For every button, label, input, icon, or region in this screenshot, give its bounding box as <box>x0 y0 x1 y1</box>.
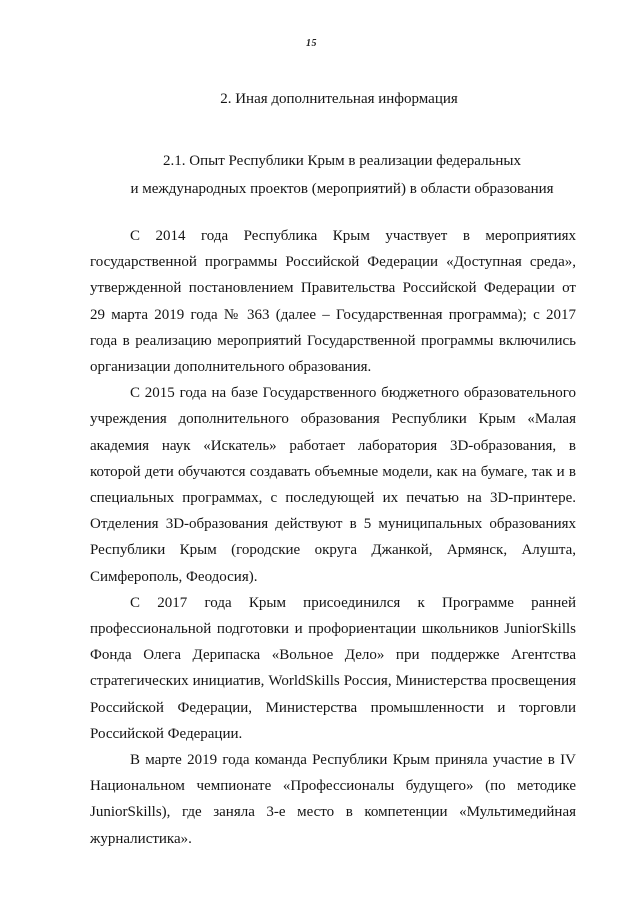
subsection-title <box>0 147 640 203</box>
section-title: 2. Иная дополнительная информация <box>220 91 458 107</box>
paragraph: С 2015 года на базе Государственного бюджетного образовательного учреждения дополнительного образования Республики Крым «Малая академия наук «Искатель» работает лаборатория 3D-образования, в которой дети обучаются создавать объемные модели, как на бумаге, так и в специальных программах, с последующей их печатью на 3D-принтере. Отделения 3D-образования действуют в 5 муниципальных образованиях Республики Крым (городские округа Джанкой, Армянск, Алушта, Симферополь, Феодосия). <box>90 385 576 585</box>
page-number: 15 <box>306 38 317 49</box>
subsection-title-line-2: и международных проектов (мероприятий) в области образования <box>130 181 554 197</box>
paragraph: С 2014 года Республика Крым участвует в мероприятиях государственной программы Российской Федерации «Доступная среда», утвержденной постановлением Правительства Российской Федерации от 29 марта 2019 года № 363 (далее – Государственная программа); с 2017 года в реализацию мероприятий Государственной программы включились организации дополнительного образования. <box>90 228 576 376</box>
subsection-title-line-1: 2.1. Опыт Республики Крым в реализации федеральных <box>163 153 521 169</box>
paragraph: С 2017 года Крым присоединился к Программе ранней профессиональной подготовки и профориентации школьников JuniorSkills Фонда Олега Дерипаска «Вольное Дело» при поддержке Агентства стратегических инициатив, WorldSkills Россия, Министерства просвещения Российской Федерации, Министерства промышленности и торговли Российской Федерации. <box>90 594 576 742</box>
paragraph: В марте 2019 года команда Республики Крым приняла участие в IV Национальном чемпионате «Профессионалы будущего» (по методике JuniorSkills), где заняла 3-е место в компетенции «Мультимедийная журналистика». <box>90 752 576 847</box>
body-text <box>90 223 576 852</box>
